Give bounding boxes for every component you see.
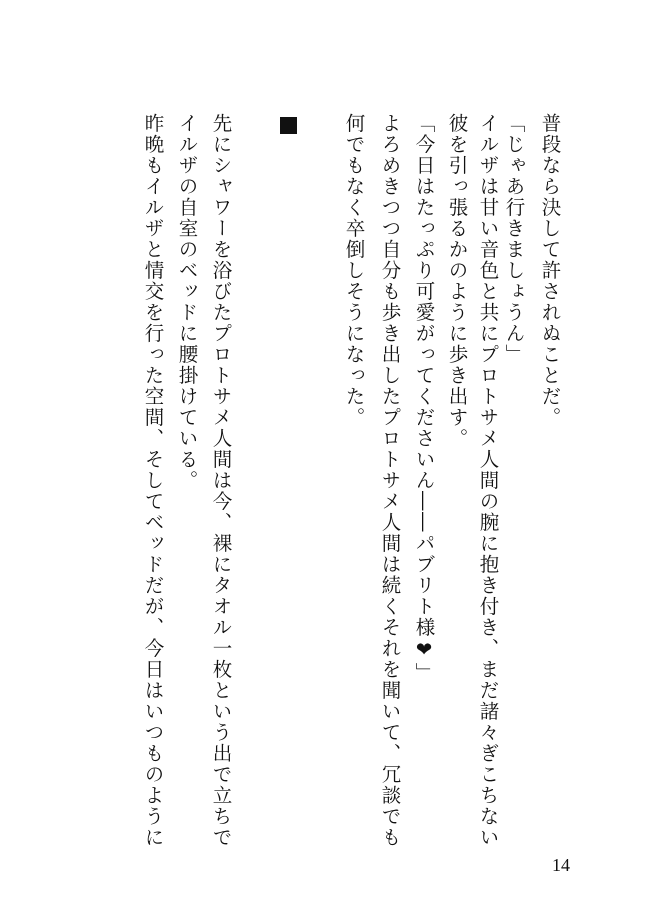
text-line-7: 何でもなく卒倒しそうになった。: [342, 113, 366, 428]
section-break-marker: [280, 117, 297, 134]
text-line-9: 先にシャワーを浴びたプロトサメ人間は今、裸にタオル一枚という出で立ちで: [209, 113, 233, 848]
text-line-5: 「今日はたっぷり可愛がってくださいん――パブリト様❤」: [412, 113, 436, 684]
text-line-10: イルザの自室のベッドに腰掛けている。: [175, 113, 199, 491]
text-line-2: 「じゃあ行きましょうん」: [502, 113, 526, 365]
text-line-1: 普段なら決して許されぬことだ。: [538, 113, 562, 428]
page-number: 14: [552, 855, 570, 875]
text-line-3: イルザは甘い音色と共にプロトサメ人間の腕に抱き付き、まだ諸々ぎこちない: [476, 113, 500, 848]
text-line-11: 昨晩もイルザと情交を行った空間、そしてベッドだが、今日はいつものように: [141, 113, 165, 848]
text-line-4: 彼を引っ張るかのように歩き出す。: [445, 113, 469, 449]
text-line-6: よろめきつつ自分も歩き出したプロトサメ人間は続くそれを聞いて、冗談でも: [378, 113, 402, 848]
